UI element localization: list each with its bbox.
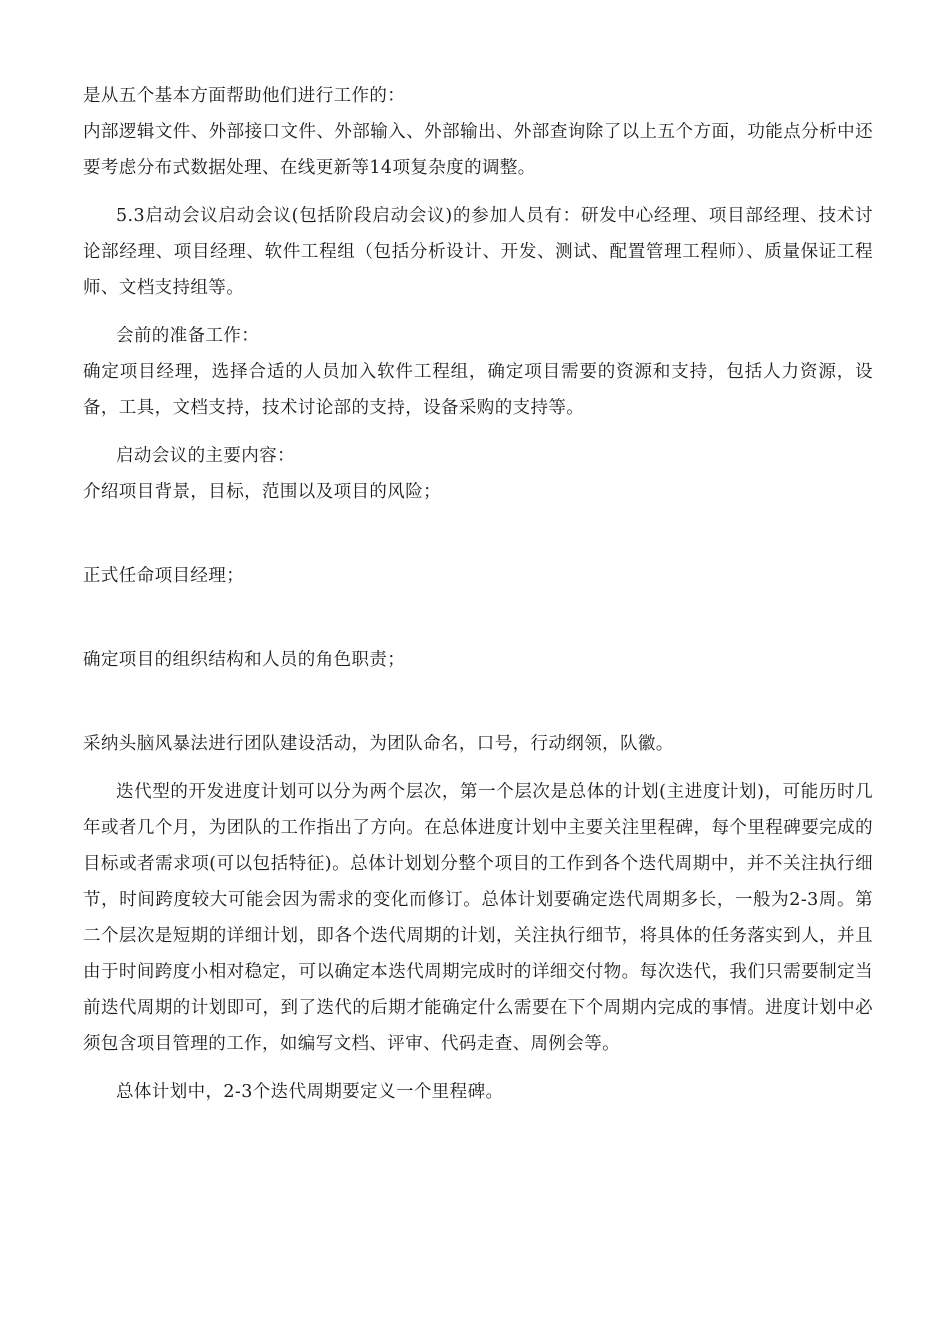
paragraph-iterative-schedule: 迭代型的开发进度计划可以分为两个层次，第一个层次是总体的计划(主进度计划)，可能历时几年或者几个月，为团队的工作指出了方向。在总体进度计划中主要关注里程碑，每个里程碑要完成的目标或者需求项(可以包括特征)。总体计划划分整个项目的工作到各个迭代周期中，并不关注执行细节，时间跨度较大可能会因为需求的变化而修订。总体计划要确定迭代周期多长，一般为2-3周。第二个层次是短期的详细计划，即各个迭代周期的计划，关注执行细节，将具体的任务落实到人，并且由于时间跨度小相对稳定，可以确定本迭代周期完成时的详细交付物。每次迭代，我们只需要制定当前迭代周期的计划即可，到了迭代的后期才能确定什么需要在下个周期内完成的事情。进度计划中必须包含项目管理的工作，如编写文档、评审、代码走查、周例会等。 <box>83 782 873 1054</box>
paragraph-milestone: 总体计划中，2-3个迭代周期要定义一个里程碑。 <box>116 1082 504 1102</box>
paragraph-kickoff-meeting: 5.3启动会议启动会议(包括阶段启动会议)的参加人员有：研发中心经理、项目部经理、技术讨论部经理、项目经理、软件工程组（包括分析设计、开发、测试、配置管理工程师）、质量保证工程师、文档支持组等。 <box>83 206 873 298</box>
paragraph-item-background: 介绍项目背景，目标，范围以及项目的风险； <box>83 482 441 502</box>
document-body <box>83 78 873 1110</box>
paragraph-preparation-heading: 会前的准备工作： <box>116 326 260 346</box>
paragraph-intro: 是从五个基本方面帮助他们进行工作的： <box>83 86 406 106</box>
paragraph-item-team-building: 采纳头脑风暴法进行团队建设活动，为团队命名，口号，行动纲领，队徽。 <box>83 734 674 754</box>
paragraph-function-point-aspects: 内部逻辑文件、外部接口文件、外部输入、外部输出、外部查询除了以上五个方面，功能点分析中还要考虑分布式数据处理、在线更新等14项复杂度的调整。 <box>83 122 873 178</box>
paragraph-meeting-content-heading: 启动会议的主要内容： <box>116 446 295 466</box>
paragraph-preparation: 确定项目经理，选择合适的人员加入软件工程组，确定项目需要的资源和支持，包括人力资源，设备，工具，文档支持，技术讨论部的支持，设备采购的支持等。 <box>83 362 873 418</box>
paragraph-item-organization: 确定项目的组织结构和人员的角色职责； <box>83 650 406 670</box>
paragraph-item-appoint-pm: 正式任命项目经理； <box>83 566 245 586</box>
